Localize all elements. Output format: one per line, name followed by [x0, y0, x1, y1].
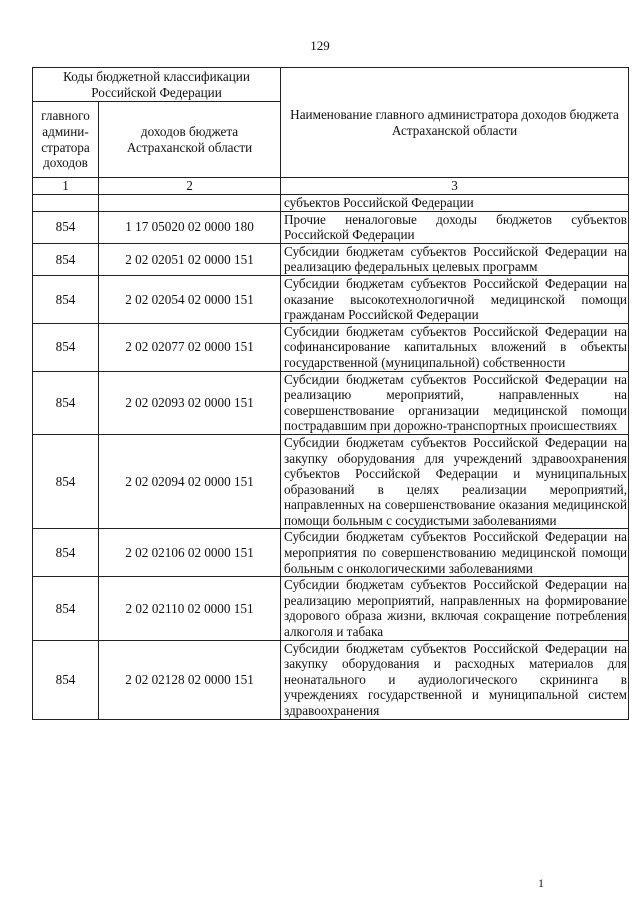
- revenue-name-cell: Субсидии бюджетам субъектов Российской Федерации на реализацию мероприятий, направленных на формирование здорового образа жизни, включая сокращение потребления алкоголя и табака: [281, 577, 629, 640]
- continuation-code-cell: [99, 194, 281, 211]
- admin-code-cell: 854: [33, 529, 99, 577]
- admin-code-cell: 854: [33, 243, 99, 275]
- table-row: [33, 211, 629, 243]
- footer-mark: 1: [538, 876, 544, 890]
- revenue-code-cell: 2 02 02077 02 0000 151: [99, 323, 281, 371]
- revenue-code-cell: 2 02 02110 02 0000 151: [99, 577, 281, 640]
- table-row: [33, 529, 629, 577]
- admin-code-cell: 854: [33, 371, 99, 434]
- table-row: [33, 640, 629, 719]
- table-row: [33, 323, 629, 371]
- column-number-3: 3: [281, 178, 629, 195]
- revenue-name-cell: Субсидии бюджетам субъектов Российской Федерации на закупку оборудования для учреждений здравоохранения субъектов Российской Федерации и муниципальных образований в целях реализации мероприятий, направленных на совершенствование оказания медицинской помощи больным с сосудистыми заболеваниями: [281, 434, 629, 529]
- admin-code-cell: 854: [33, 323, 99, 371]
- header-name-column: Наименование главного администратора доходов бюджета Астраханской области: [281, 68, 629, 178]
- header-group-title: Коды бюджетной классификации Российской Федерации: [33, 68, 281, 102]
- page-number: 129: [310, 38, 330, 53]
- revenue-name-cell: Субсидии бюджетам субъектов Российской Федерации на мероприятия по совершенствованию медицинской помощи больным с онкологическими заболеваниями: [281, 529, 629, 577]
- revenue-code-cell: 2 02 02093 02 0000 151: [99, 371, 281, 434]
- budget-classification-table: [32, 67, 629, 720]
- revenue-code-cell: 2 02 02106 02 0000 151: [99, 529, 281, 577]
- continuation-name-cell: субъектов Российской Федерации: [281, 194, 629, 211]
- admin-code-cell: 854: [33, 577, 99, 640]
- table-row: [33, 243, 629, 275]
- revenue-name-cell: Прочие неналоговые доходы бюджетов субъектов Российской Федерации: [281, 211, 629, 243]
- revenue-code-cell: 2 02 02128 02 0000 151: [99, 640, 281, 719]
- revenue-name-cell: Субсидии бюджетам субъектов Российской Федерации на закупку оборудования и расходных материалов для неонатального и аудиологического скрининга в учреждениях государственной и муниципальной систем здравоохранения: [281, 640, 629, 719]
- table-row: [33, 577, 629, 640]
- header-admin-column: главного админи-стратора доходов: [33, 102, 99, 178]
- revenue-name-cell: Субсидии бюджетам субъектов Российской Федерации на реализацию мероприятий, направленных на совершенствование организации медицинской помощи пострадавшим при дорожно-транспортных происшествиях: [281, 371, 629, 434]
- revenue-code-cell: 2 02 02054 02 0000 151: [99, 275, 281, 323]
- column-number-1: 1: [33, 178, 99, 195]
- revenue-name-cell: Субсидии бюджетам субъектов Российской Федерации на реализацию федеральных целевых программ: [281, 243, 629, 275]
- continuation-admin-cell: [33, 194, 99, 211]
- admin-code-cell: 854: [33, 275, 99, 323]
- revenue-code-cell: 2 02 02094 02 0000 151: [99, 434, 281, 529]
- table-row: [33, 434, 629, 529]
- revenue-name-cell: Субсидии бюджетам субъектов Российской Федерации на оказание высокотехнологичной медицинской помощи гражданам Российской Федерации: [281, 275, 629, 323]
- revenue-name-cell: Субсидии бюджетам субъектов Российской Федерации на софинансирование капитальных вложений в объекты государственной (муниципальной) собственности: [281, 323, 629, 371]
- table-row: [33, 371, 629, 434]
- header-revenue-code-column: доходов бюджета Астраханской области: [99, 102, 281, 178]
- table-row: [33, 275, 629, 323]
- admin-code-cell: 854: [33, 434, 99, 529]
- revenue-code-cell: 2 02 02051 02 0000 151: [99, 243, 281, 275]
- admin-code-cell: 854: [33, 211, 99, 243]
- admin-code-cell: 854: [33, 640, 99, 719]
- column-number-2: 2: [99, 178, 281, 195]
- revenue-code-cell: 1 17 05020 02 0000 180: [99, 211, 281, 243]
